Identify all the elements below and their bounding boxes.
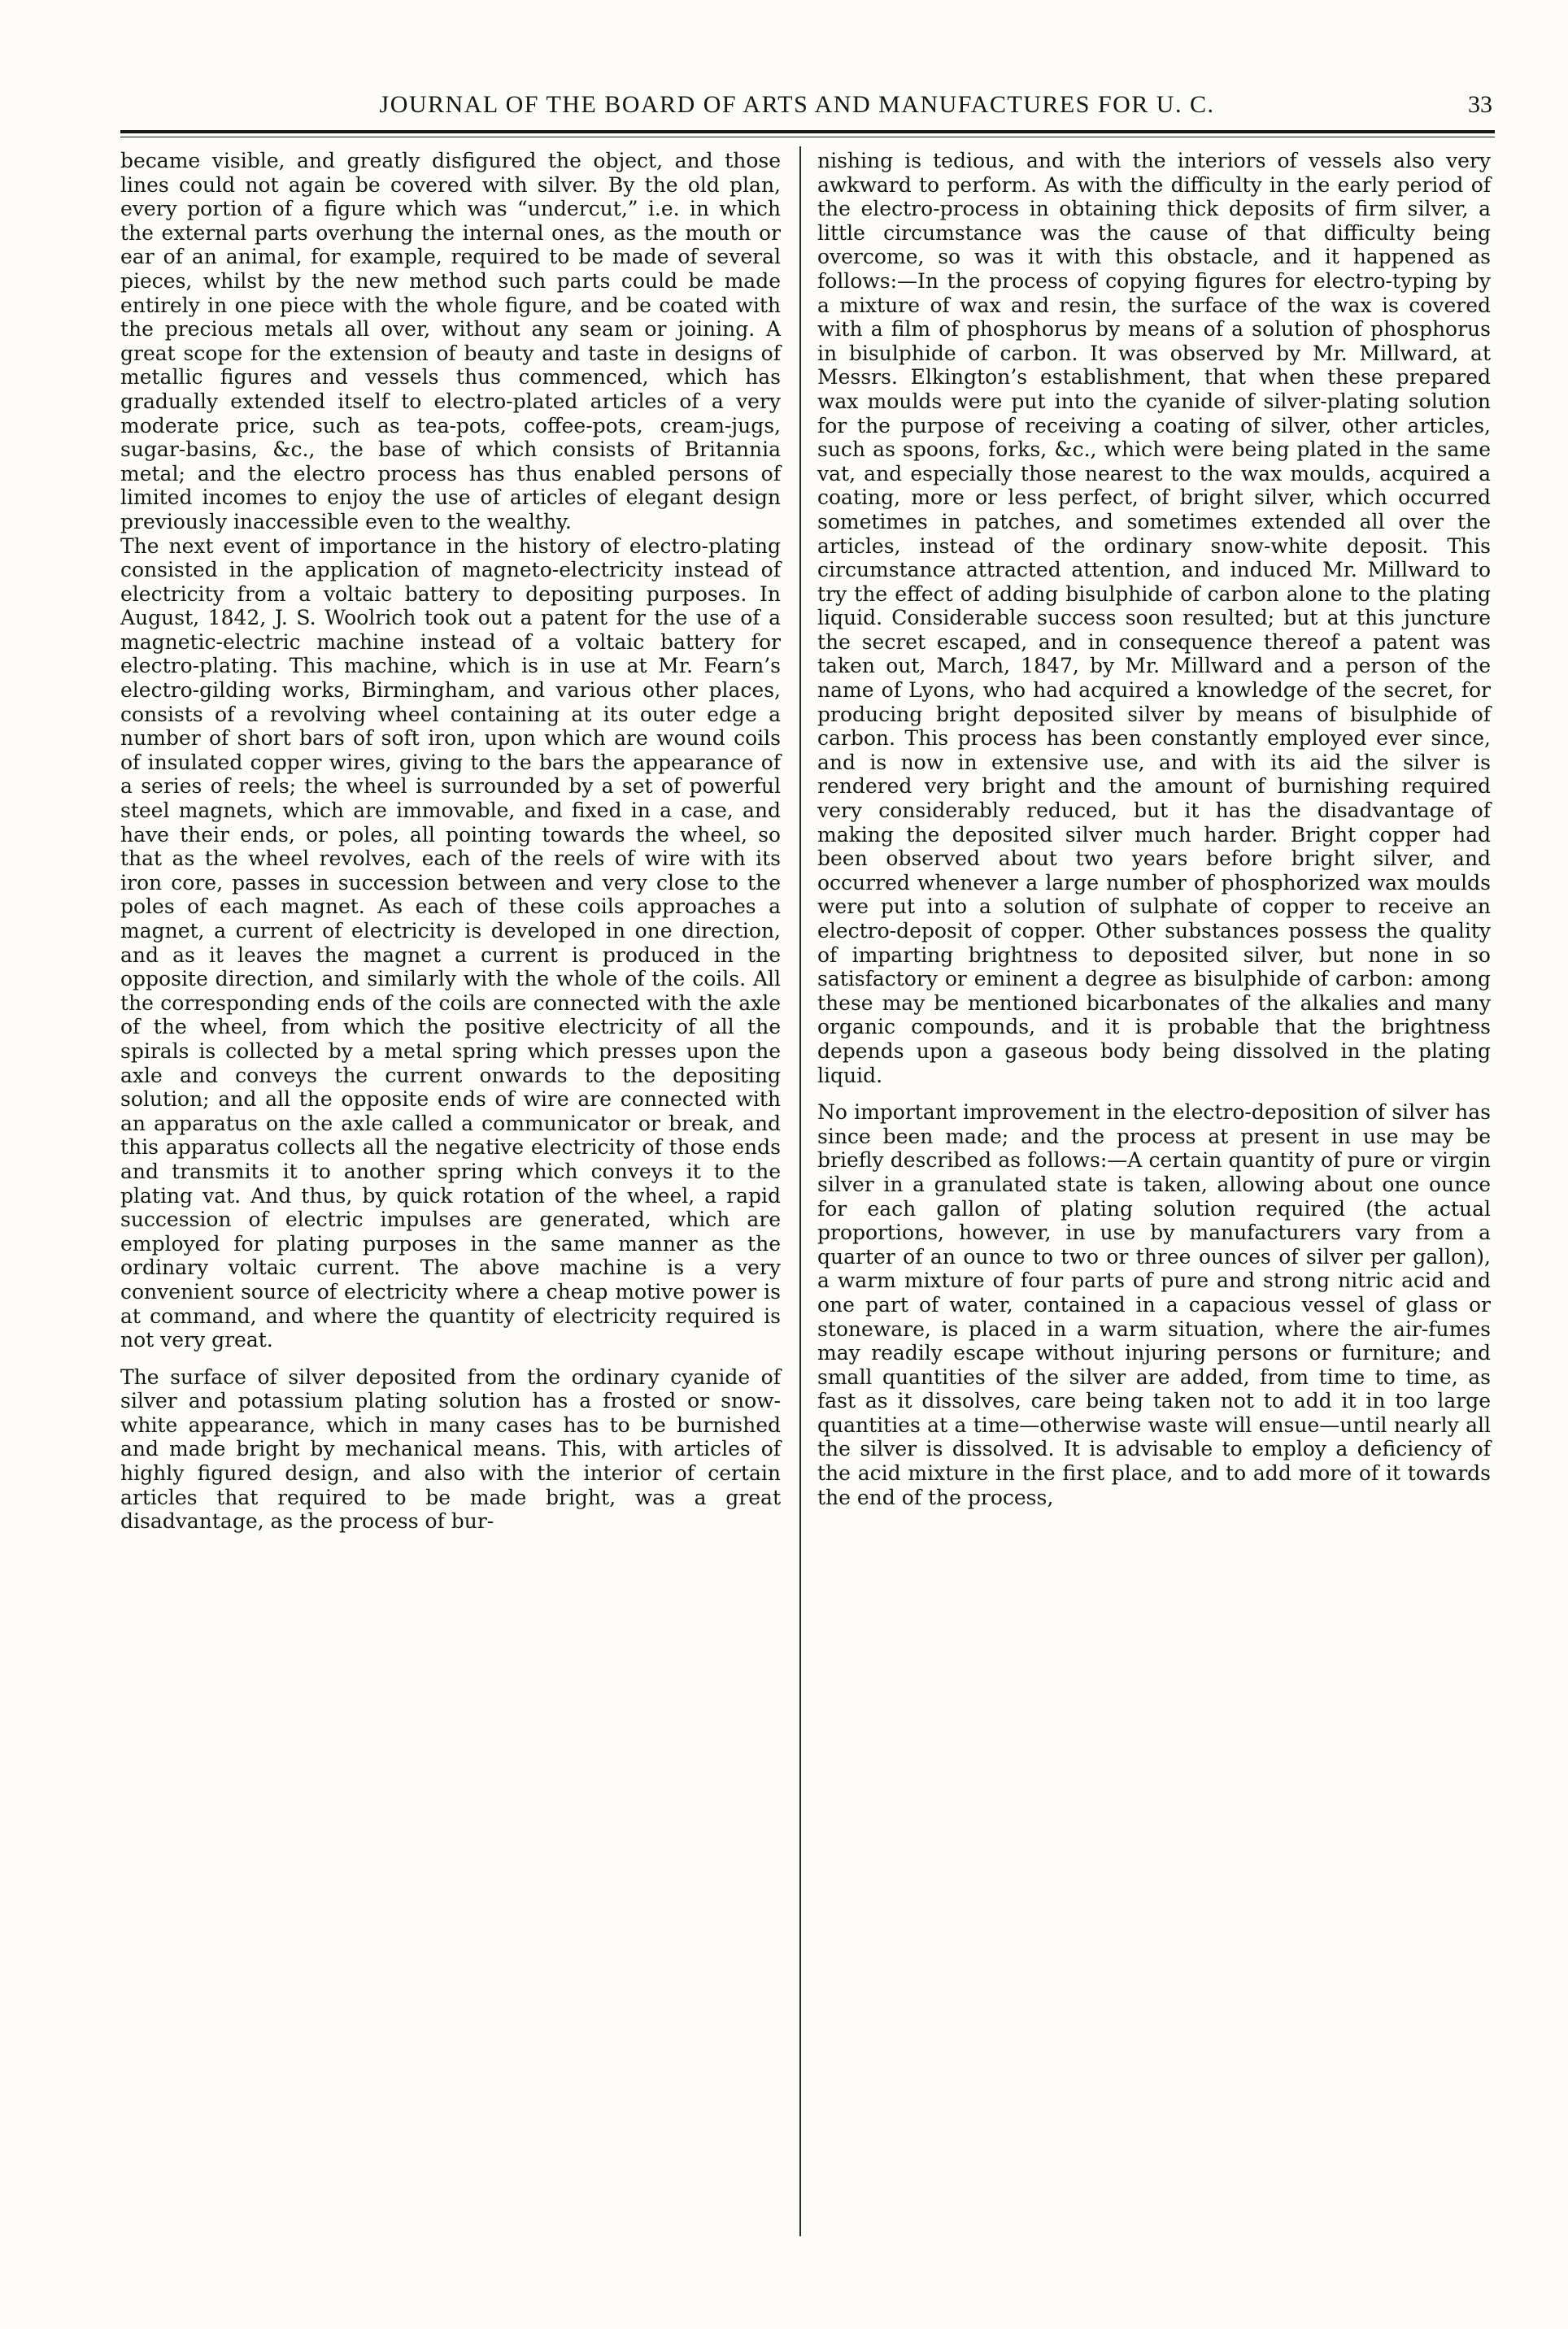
paragraph: The surface of silver deposited from the ordinary cyanide of silver and potassium plating solution has a frosted or snow-white appearance, which in many cases has to be burnished and made bright by mechanical means. This, with articles of highly figured design, and also with the interior of certain articles that required to be made bright, was a great disadvantage, as the process of bur- — [120, 1365, 781, 1534]
running-title: JOURNAL OF THE BOARD OF ARTS AND MANUFACTURES FOR U. C. — [379, 91, 1215, 118]
right-column — [817, 149, 1491, 1509]
paragraph: nishing is tedious, and with the interiors of vessels also very awkward to perform. As with the difficulty in the early period of the electro-process in obtaining thick deposits of firm silver, a little circumstance was the cause of that difficulty being overcome, so was it with this obstacle, and it happened as follows:—In the process of copying figures for electro-typing by a mixture of wax and resin, the surface of the wax is covered with a film of phosphorus by means of a solution of phosphorus in bisulphide of carbon. It was observed by Mr. Millward, at Messrs. Elkington’s establishment, that when these prepared wax moulds were put into the cyanide of silver-plating solution for the purpose of receiving a coating of silver, other articles, such as spoons, forks, &c., which were being plated in the same vat, and especially those nearest to the wax moulds, acquired a coating, more or less perfect, of bright silver, which occurred sometimes in patches, and sometimes extended all over the articles, instead of the ordinary snow-white deposit. This circumstance attracted attention, and induced Mr. Millward to try the effect of adding bisulphide of carbon alone to the plating liquid. Considerable success soon resulted; but at this juncture the secret escaped, and in consequence thereof a patent was taken out, March, 1847, by Mr. Millward and a person of the name of Lyons, who had acquired a knowledge of the secret, for producing bright deposited silver by means of bisulphide of carbon. This process has been constantly employed ever since, and is now in extensive use, and with its aid the silver is rendered very bright and the amount of burnishing required very considerably reduced, but it has the disadvantage of making the deposited silver much harder. Bright copper had been observed about two years before bright silver, and occurred whenever a large number of phosphorized wax moulds were put into a solution of sulphate of copper to receive an electro-deposit of copper. Other substances possess the quality of imparting brightness to deposited silver, but none in so satisfactory or eminent a degree as bisulphide of carbon: among these may be mentioned bicarbonates of the alkalies and many organic compounds, and it is probable that the brightness depends upon a gaseous body being dissolved in the plating liquid. — [817, 149, 1491, 1087]
column-divider — [799, 146, 801, 2236]
left-column — [120, 149, 781, 1534]
paragraph: The next event of importance in the history of electro-plating consisted in the application of magneto-electricity instead of electricity from a voltaic battery to depositing purposes. In August, 1842, J. S. Woolrich took out a patent for the use of a magnetic-electric machine instead of a voltaic battery for electro-plating. This machine, which is in use at Mr. Fearn’s electro-gilding works, Birmingham, and various other places, consists of a revolving wheel containing at its outer edge a number of short bars of soft iron, upon which are wound coils of insulated copper wires, giving to the bars the appearance of a series of reels; the wheel is surrounded by a set of powerful steel magnets, which are immovable, and fixed in a case, and have their ends, or poles, all pointing towards the wheel, so that as the wheel revolves, each of the reels of wire with its iron core, passes in succession between and very close to the poles of each magnet. As each of these coils approaches a magnet, a current of electricity is developed in one direction, and as it leaves the magnet a current is produced in the opposite direction, and similarly with the whole of the coils. All the corresponding ends of the coils are connected with the axle of the wheel, from which the positive electricity of all the spirals is collected by a metal spring which presses upon the axle and conveys the current onwards to the depositing solution; and all the opposite ends of wire are connected with an apparatus on the axle called a communicator or break, and this apparatus collects all the negative electricity of those ends and transmits it to another spring which conveys it to the plating vat. And thus, by quick rotation of the wheel, a rapid succession of electric impulses are generated, which are employed for plating purposes in the same manner as the ordinary voltaic current. The above machine is a very convenient source of electricity where a cheap motive power is at command, and where the quantity of electricity required is not very great. — [120, 533, 781, 1352]
page-number: 33 — [1468, 91, 1492, 118]
paragraph: became visible, and greatly disfigured the object, and those lines could not again be covered with silver. By the old plan, every portion of a figure which was “undercut,” i.e. in which the external parts overhung the internal ones, as the mouth or ear of an animal, for example, required to be made of several pieces, whilst by the new method such parts could be made entirely in one piece with the whole figure, and be coated with the precious metals all over, without any seam or joining. A great scope for the extension of beauty and taste in designs of metallic figures and vessels thus commenced, which has gradually extended itself to electro-plated articles of a very moderate price, such as tea-pots, coffee-pots, cream-jugs, sugar-basins, &c., the base of which consists of Britannia metal; and the electro process has thus enabled persons of limited incomes to enjoy the use of articles of elegant design previously inaccessible even to the wealthy. — [120, 149, 781, 533]
paragraph: No important improvement in the electro-deposition of silver has since been made; and the process at present in use may be briefly described as follows:—A certain quantity of pure or virgin silver in a granulated state is taken, allowing about one ounce for each gallon of plating solution required (the actual proportions, however, in use by manufacturers vary from a quarter of an ounce to two or three ounces of silver per gallon), a warm mixture of four parts of pure and strong nitric acid and one part of water, contained in a capacious vessel of glass or stoneware, is placed in a warm situation, where the air-fumes may readily escape without injuring persons or furniture; and small quantities of the silver are added, from time to time, as fast as it dissolves, care being taken not to add it in too large quantities at a time—otherwise waste will ensue—until nearly all the silver is dissolved. It is advisable to employ a deficiency of the acid mixture in the first place, and to add more of it towards the end of the process, — [817, 1100, 1491, 1509]
header-rule — [120, 130, 1495, 133]
